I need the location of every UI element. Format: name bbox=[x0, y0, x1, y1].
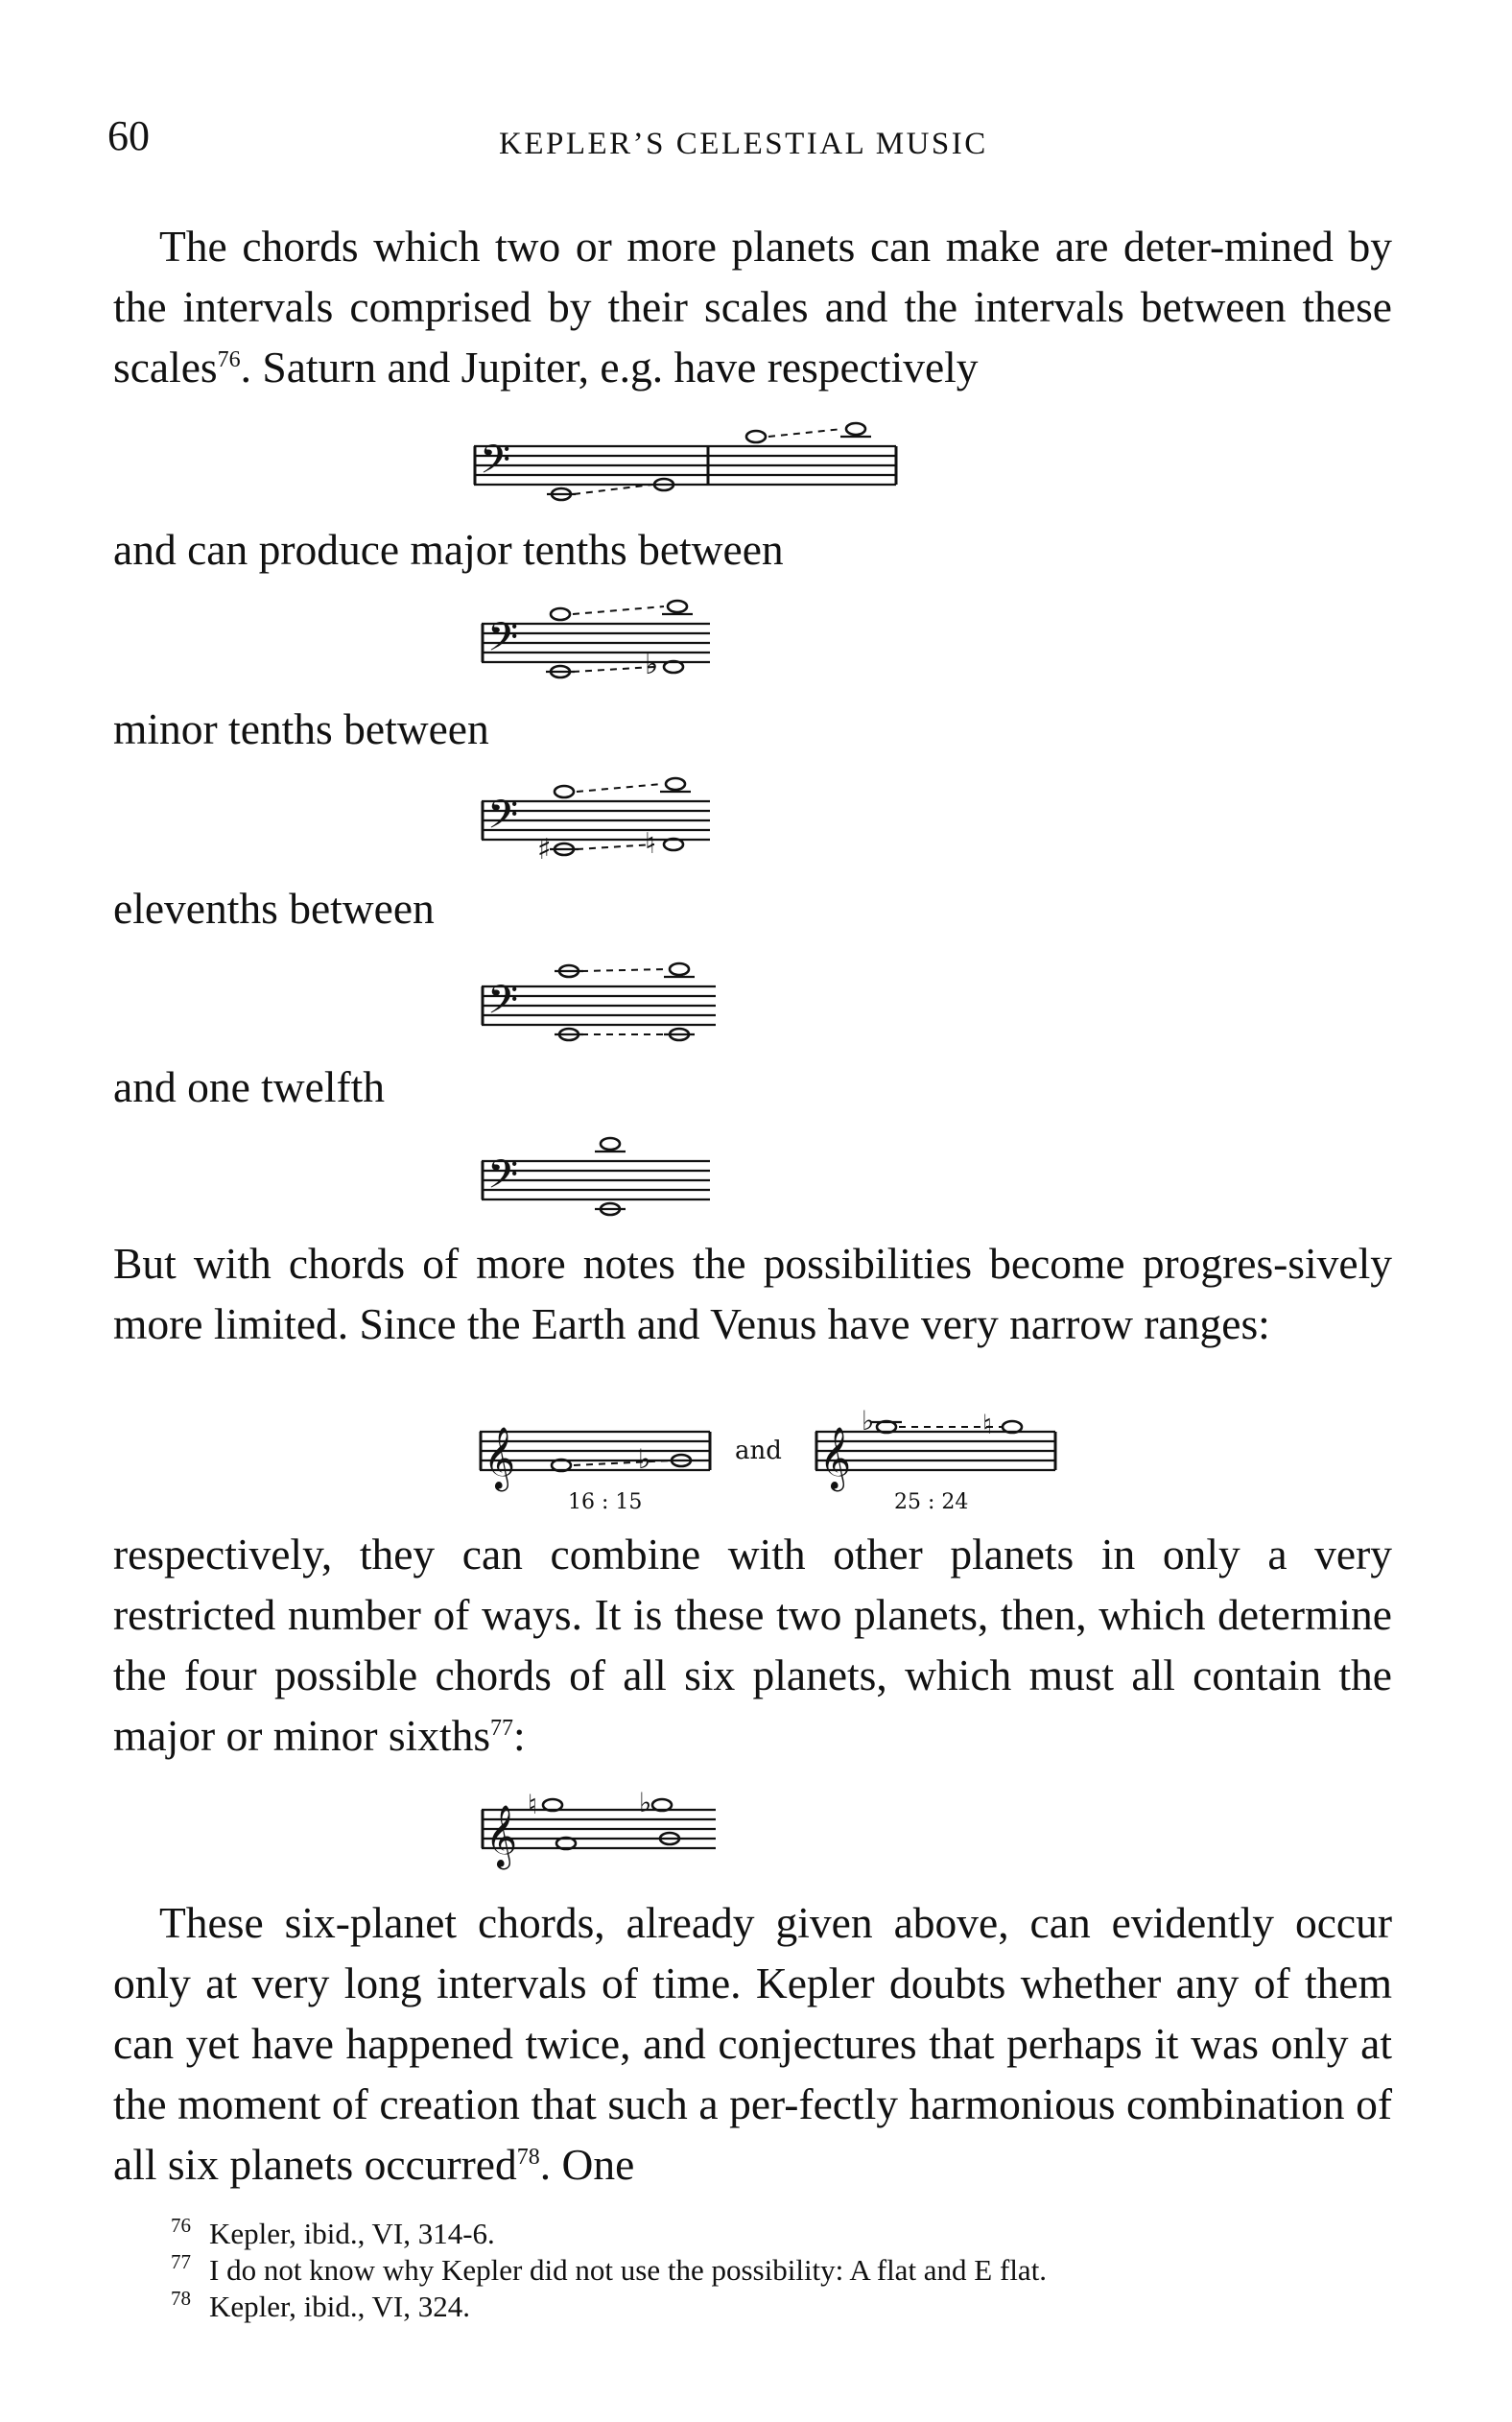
note bbox=[746, 431, 766, 442]
flat-icon: ♭ bbox=[638, 1443, 651, 1475]
page-number: 60 bbox=[107, 112, 150, 159]
footnote-ref-78: 78 bbox=[516, 2144, 540, 2170]
music-example-minor-tenths bbox=[482, 772, 721, 868]
music-example-elevenths bbox=[482, 958, 731, 1054]
note bbox=[668, 601, 687, 612]
bass-clef-icon: 𝄢 bbox=[487, 977, 519, 1033]
treble-clef-icon: 𝄞 bbox=[484, 1427, 516, 1489]
paragraph-more-notes: But with chords of more notes the possibilities become progres-sively more limited. Since the Earth and Venus have very narrow ranges: bbox=[113, 1239, 1392, 1348]
p1-text: The chords which two or more planets can make are deter-mined by the intervals comprised by their scales and the intervals between these scales bbox=[113, 222, 1392, 392]
footnote-text: Kepler, ibid., VI, 324. bbox=[209, 2290, 470, 2323]
bass-clef-icon: 𝄢 bbox=[487, 1152, 519, 1207]
footnote-text: Kepler, ibid., VI, 314-6. bbox=[209, 2217, 495, 2250]
flat-icon: ♭ bbox=[862, 1405, 875, 1437]
paragraph-restricted bbox=[113, 1524, 1392, 1766]
note bbox=[601, 1138, 620, 1150]
running-title: KEPLER’S CELESTIAL MUSIC bbox=[499, 127, 988, 161]
footnote-number: 78 bbox=[171, 2287, 191, 2310]
treble-clef-icon: 𝄞 bbox=[819, 1427, 852, 1489]
paragraph-six-planet-chords bbox=[113, 1892, 1392, 2195]
ratio-label-venus: 25 : 24 bbox=[894, 1490, 969, 1514]
and-label: and bbox=[735, 1437, 782, 1465]
footnote-ref-76: 76 bbox=[217, 346, 241, 372]
label-twelfth: and one twelfth bbox=[113, 1062, 386, 1111]
natural-icon: ♮ bbox=[528, 1789, 538, 1820]
note bbox=[666, 778, 685, 790]
treble-clef-icon: 𝄞 bbox=[485, 1805, 518, 1867]
footnote-number: 76 bbox=[171, 2214, 191, 2237]
bass-clef-icon: 𝄢 bbox=[480, 437, 511, 492]
ratio-label-earth: 16 : 15 bbox=[568, 1490, 643, 1514]
natural-icon: ♮ bbox=[645, 827, 655, 861]
sharp-icon: ♯ bbox=[537, 833, 552, 867]
note bbox=[551, 608, 570, 620]
natural-icon: ♮ bbox=[982, 1409, 993, 1440]
flat-icon: ♭ bbox=[639, 1787, 652, 1818]
venus-staff bbox=[815, 1405, 1055, 1514]
note bbox=[670, 963, 689, 975]
p4-text-end: . One bbox=[539, 2140, 635, 2189]
p1-text-end: . Saturn and Jupiter, e.g. have respectively bbox=[240, 343, 979, 392]
footnote-text: I do not know why Kepler did not use the possibility: A flat and E flat. bbox=[209, 2253, 1048, 2287]
staff-lines bbox=[474, 446, 896, 485]
footnote-ref-77: 77 bbox=[490, 1715, 514, 1741]
paragraph-chords-intro bbox=[113, 216, 1392, 397]
label-elevenths: elevenths between bbox=[113, 884, 435, 933]
footnote-number: 77 bbox=[171, 2250, 191, 2273]
music-example-major-tenths bbox=[482, 595, 721, 691]
p4-text: These six-planet chords, already given above, can evidently occur only at very long intervals of time. Kepler doubts whether any of them can yet have happened twice, and conjectures that perhaps it was only at the moment of creation that such a per-fectly harmonious combination of all six planets occurred bbox=[113, 1898, 1392, 2189]
note bbox=[846, 423, 865, 435]
earth-staff bbox=[480, 1427, 710, 1514]
p3-text: respectively, they can combine with other planets in only a very restricted number of ways. It is these two planets, then, which determine the four possible chords of all six planets, which must all contain the major or minor sixths bbox=[113, 1530, 1392, 1760]
note bbox=[555, 786, 574, 797]
label-minor-tenths: minor tenths between bbox=[113, 704, 489, 753]
music-example-earth-venus bbox=[480, 1405, 1075, 1514]
label-major-tenths: and can produce major tenths between bbox=[113, 525, 784, 574]
flat-icon: ♭ bbox=[645, 648, 659, 681]
p3-text-end: : bbox=[513, 1711, 526, 1760]
music-example-twelfth bbox=[482, 1132, 721, 1228]
music-example-saturn-jupiter bbox=[474, 417, 906, 513]
bass-clef-icon: 𝄢 bbox=[487, 792, 519, 847]
bass-clef-icon: 𝄢 bbox=[487, 614, 519, 670]
music-example-sixths bbox=[482, 1783, 731, 1888]
